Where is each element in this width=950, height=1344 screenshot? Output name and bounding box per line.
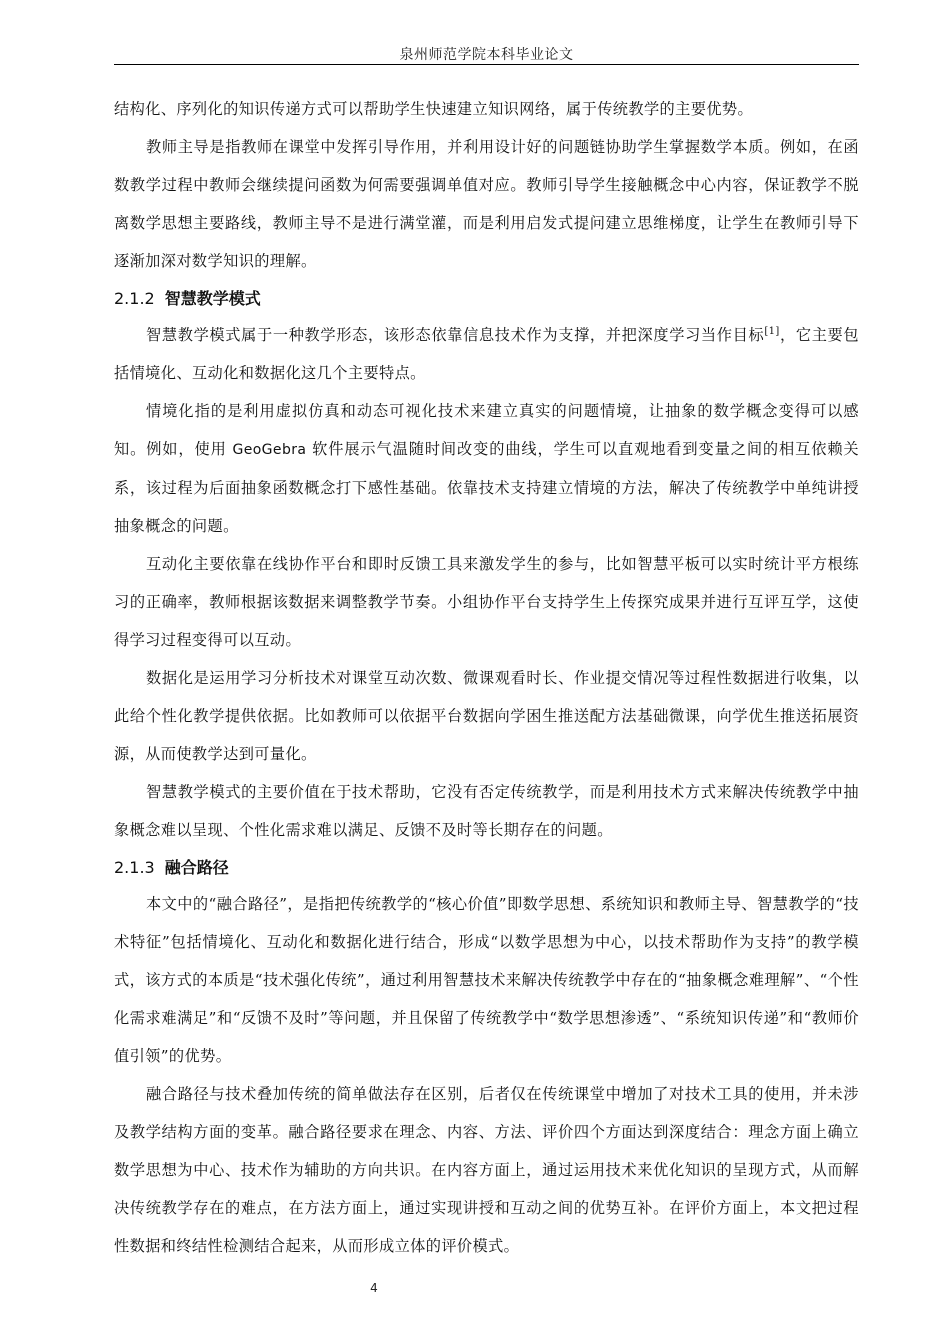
smart-teaching-paragraph-2 (114, 392, 859, 545)
section-heading-2-1-3 (114, 853, 859, 883)
smart-teaching-paragraph-1 (114, 316, 859, 392)
section-number: 2.1.3 (114, 858, 155, 877)
header-rule (114, 64, 859, 65)
citation-reference[interactable]: [1] (764, 325, 780, 337)
paragraph-text: 软件展示气温随时间改变的曲线，学生可以直观地看到变量之间的相互依赖关系，该过程为后面抽象函数概念打下感性基础。依靠技术支持建立情境的方法，解决了传统教学中单纯讲授抽象概念的问题。 (114, 440, 860, 535)
page-body (114, 90, 859, 1265)
paragraph-text: 情境化指的是利用虚拟仿真和动态可视化技术来建立真实的问题情境，让抽象的数学概念变得可以感知。例如，使用 (114, 402, 859, 458)
paragraph-text: ，它主要包括情境化、互动化和数据化这几个主要特点。 (114, 326, 859, 382)
intro-paragraph-1: 结构化、序列化的知识传递方式可以帮助学生快速建立知识网络，属于传统教学的主要优势。 (114, 100, 754, 118)
section-title: 智慧教学模式 (164, 289, 261, 308)
section-number: 2.1.2 (114, 289, 155, 308)
fusion-path-paragraph-2: 融合路径与技术叠加传统的简单做法存在区别，后者仅在传统课堂中增加了对技术工具的使用，并未涉及教学结构方面的变革。融合路径要求在理念、内容、方法、评价四个方面达到深度结合：理念方面上确立数学思想为中心、技术作为辅助的方向共识。在内容方面上，通过运用技术来优化知识的呈现方式，从而解决传统教学存在的难点，在方法方面上，通过实现讲授和互动之间的优势互补。在评价方面上，本文把过程性数据和终结性检测结合起来，从而形成立体的评价模式。 (114, 1085, 859, 1255)
paragraph-text: 智慧教学模式属于一种教学形态，该形态依靠信息技术作为支撑，并把深度学习当作目标 (146, 326, 765, 344)
page-number: 4 (370, 1281, 378, 1295)
smart-teaching-paragraph-4: 数据化是运用学习分析技术对课堂互动次数、微课观看时长、作业提交情况等过程性数据进行收集，以此给个性化教学提供依据。比如教师可以依据平台数据向学困生推送配方法基础微课，向学优生推送拓展资源，从而使教学达到可量化。 (114, 669, 859, 763)
running-header: 泉州师范学院本科毕业论文 (399, 47, 574, 63)
smart-teaching-paragraph-3: 互动化主要依靠在线协作平台和即时反馈工具来激发学生的参与，比如智慧平板可以实时统计平方根练习的正确率，教师根据该数据来调整教学节奏。小组协作平台支持学生上传探究成果并进行互评互学，这使得学习过程变得可以互动。 (114, 555, 859, 649)
smart-teaching-paragraph-5: 智慧教学模式的主要价值在于技术帮助，它没有否定传统教学，而是利用技术方式来解决传统教学中抽象概念难以呈现、个性化需求难以满足、反馈不及时等长期存在的问题。 (114, 783, 859, 839)
section-heading-2-1-2 (114, 284, 859, 314)
intro-paragraph-2: 教师主导是指教师在课堂中发挥引导作用，并利用设计好的问题链协助学生掌握数学本质。例如，在函数教学过程中教师会继续提问函数为何需要强调单值对应。教师引导学生接触概念中心内容，保证教学不脱离数学思想主要路线，教师主导不是进行满堂灌，而是利用启发式提问建立思维梯度，让学生在教师引导下逐渐加深对数学知识的理解。 (114, 138, 859, 270)
section-title: 融合路径 (164, 858, 229, 877)
software-name: GeoGebra (232, 442, 307, 458)
fusion-path-paragraph-1: 本文中的“融合路径”，是指把传统教学的“核心价值”即数学思想、系统知识和教师主导、智慧教学的“技术特征”包括情境化、互动化和数据化进行结合，形成“以数学思想为中心，以技术帮助作为支持”的教学模式，该方式的本质是“技术强化传统”，通过利用智慧技术来解决传统教学中存在的“抽象概念难理解”、“个性化需求难满足”和“反馈不及时”等问题，并且保留了传统教学中“数学思想渗透”、“系统知识传递”和“教师价值引领”的优势。 (114, 895, 859, 1065)
